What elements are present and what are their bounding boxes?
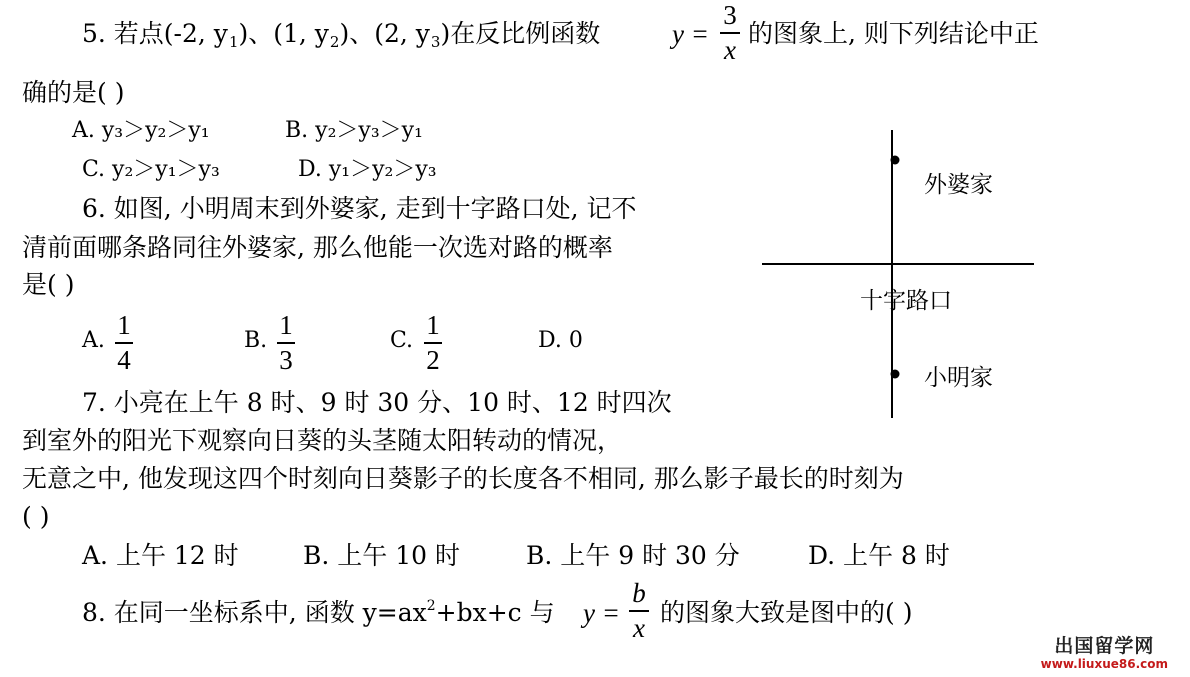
q8-fraction — [629, 580, 649, 642]
q5-line2: 确的是( ) — [22, 78, 125, 107]
q6-option-c-fraction — [424, 312, 442, 374]
q6-b-bar — [277, 342, 295, 344]
q6-a-bar — [115, 342, 133, 344]
q8-line — [82, 600, 555, 625]
q8-lead: 8. 在同一坐标系中, 函数 y=ax — [82, 598, 427, 627]
q8-fraction-numerator: b — [632, 578, 646, 608]
grandma-home-dot — [891, 156, 900, 165]
q8-y-equals: y = — [583, 598, 620, 628]
q6-line3: 是( ) — [22, 270, 75, 299]
q5-sub2: 2 — [329, 33, 340, 51]
q5-fraction — [720, 2, 740, 64]
q5-mid3: )在反比例函数 — [440, 19, 601, 48]
q5-mid1: )、(1, y — [238, 19, 329, 48]
xiaoming-home-dot — [891, 370, 900, 379]
q7-option-b: B. 上午 10 时 — [303, 541, 460, 570]
q6-option-a-fraction — [115, 312, 133, 374]
q5-sub3: 3 — [430, 33, 441, 51]
q5-y-equals: y = — [672, 19, 709, 49]
q6-option-d: D. 0 — [538, 328, 583, 353]
q6-a-denominator: 4 — [117, 344, 131, 375]
q5-fraction-numerator: 3 — [723, 0, 737, 30]
q8-tail: 的图象大致是图中的( ) — [660, 598, 913, 627]
q7-option-d: D. 上午 8 时 — [808, 541, 950, 570]
q7-option-c: B. 上午 9 时 30 分 — [526, 541, 740, 570]
q8-fraction-bar — [629, 610, 649, 612]
q6-line1: 6. 如图, 小明周末到外婆家, 走到十字路口处, 记不 — [82, 194, 637, 223]
q6-option-c-label: C. — [390, 328, 414, 353]
q5-lead: 5. 若点(-2, y — [82, 19, 228, 48]
q5-option-a: A. y₃＞y₂＞y₁ — [72, 118, 210, 143]
q8-superscript: 2 — [426, 598, 436, 614]
q5-sub1: 1 — [228, 33, 239, 51]
q7-line1: 7. 小亮在上午 8 时、9 时 30 分、10 时、12 时四次 — [82, 388, 672, 417]
q6-b-numerator: 1 — [279, 310, 293, 340]
q5-option-c: C. y₂＞y₁＞y₃ — [82, 157, 220, 182]
q6-option-b-label: B. — [244, 328, 268, 353]
q5-option-d: D. y₁＞y₂＞y₃ — [298, 157, 437, 182]
q7-line2: 到室外的阳光下观察向日葵的头茎随太阳转动的情况， — [22, 426, 623, 455]
q6-a-numerator: 1 — [117, 310, 131, 340]
q7-line4: ( ) — [22, 502, 50, 531]
q8-mid: +bx+c 与 — [435, 598, 555, 627]
crossroad-diagram — [760, 128, 1040, 420]
q5-fraction-bar — [720, 32, 740, 34]
grandma-home-label: 外婆家 — [924, 172, 993, 198]
q6-c-denominator: 2 — [426, 344, 440, 375]
q5-fraction-denominator: x — [724, 34, 736, 65]
q5-option-b: B. y₂＞y₃＞y₁ — [285, 118, 423, 143]
watermark-url: www.liuxue86.com — [1040, 657, 1168, 671]
q5-line1 — [82, 19, 601, 51]
crossroad-label: 十字路口 — [860, 288, 952, 314]
q5-mid2: )、(2, y — [339, 19, 430, 48]
q6-c-numerator: 1 — [426, 310, 440, 340]
q5-tail: 的图象上, 则下列结论中正 — [748, 19, 1039, 48]
q6-option-b-fraction — [277, 312, 295, 374]
q7-option-a: A. 上午 12 时 — [82, 541, 239, 570]
q8-fraction-denominator: x — [633, 612, 645, 643]
q6-b-denominator: 3 — [279, 344, 293, 375]
watermark-site-name: 出国留学网 — [1054, 635, 1155, 657]
q6-option-a-label: A. — [82, 328, 105, 353]
q6-line2: 清前面哪条路同往外婆家, 那么他能一次选对路的概率 — [22, 233, 613, 262]
q7-line3: 无意之中, 他发现这四个时刻向日葵影子的长度各不相同, 那么影子最长的时刻为 — [22, 464, 904, 493]
watermark — [1041, 637, 1168, 670]
xiaoming-home-label: 小明家 — [924, 365, 993, 391]
q6-c-bar — [424, 342, 442, 344]
